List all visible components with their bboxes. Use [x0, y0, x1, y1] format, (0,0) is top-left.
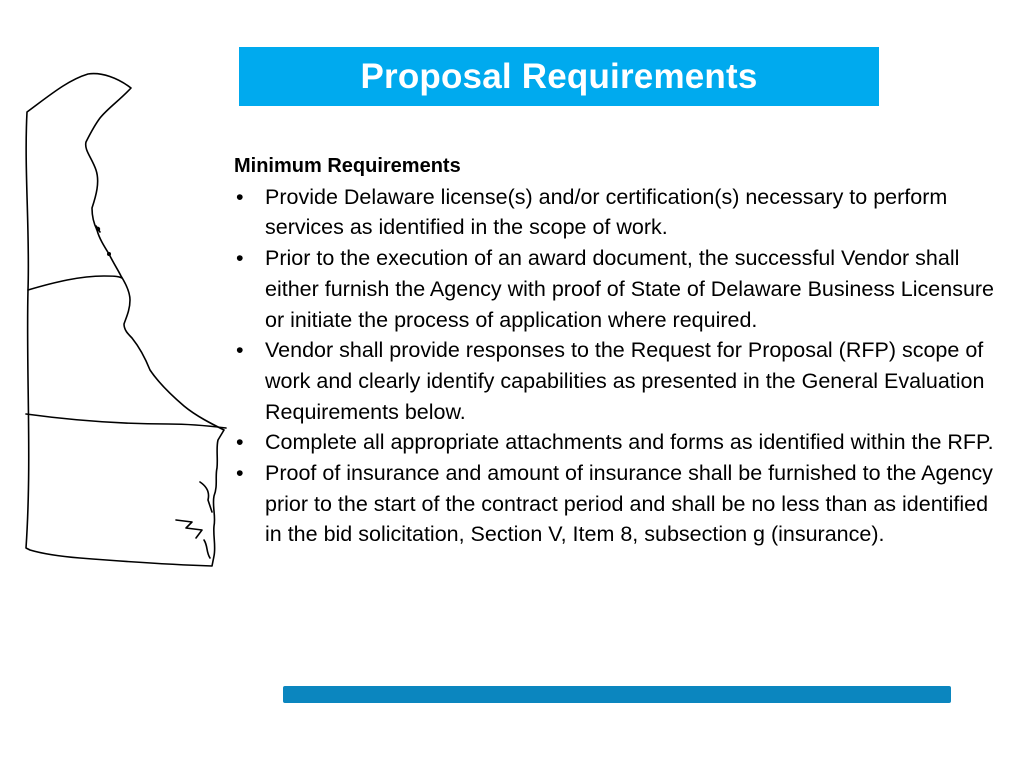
list-item-text: Complete all appropriate attachments and forms as identified within the RFP.: [265, 430, 994, 455]
delaware-map-icon: [0, 0, 240, 600]
requirements-list: [234, 182, 1004, 550]
list-item: [234, 458, 1004, 550]
list-item: [234, 427, 1004, 458]
footer-accent-bar: [283, 686, 951, 703]
list-item-text: Prior to the execution of an award document, the successful Vendor shall either furnish the Agency with proof of State of Delaware Business Licensure or initiate the process of application where required.: [265, 246, 995, 332]
list-item: [234, 335, 1004, 427]
list-item-text: Provide Delaware license(s) and/or certification(s) necessary to perform services as identified in the scope of work.: [265, 184, 948, 240]
title-banner: [239, 47, 879, 106]
list-item: [234, 243, 1004, 335]
content-body: [234, 151, 1004, 550]
page-title: Proposal Requirements: [360, 56, 758, 96]
bullet-icon: •: [236, 184, 244, 209]
list-item-text: Proof of insurance and amount of insurance shall be furnished to the Agency prior to the start of the contract period and shall be no less than as identified in the bid solicitation, Section V, Item 8, subsection g (insurance).: [265, 461, 993, 547]
bullet-icon: •: [236, 338, 244, 363]
list-item-text: Vendor shall provide responses to the Request for Proposal (RFP) scope of work and clearly identify capabilities as presented in the General Evaluation Requirements below.: [265, 338, 985, 424]
bullet-icon: •: [236, 430, 244, 455]
list-item: [234, 182, 1004, 243]
bullet-icon: •: [236, 461, 244, 486]
bullet-icon: •: [236, 246, 244, 271]
section-subheading: Minimum Requirements: [234, 155, 461, 177]
